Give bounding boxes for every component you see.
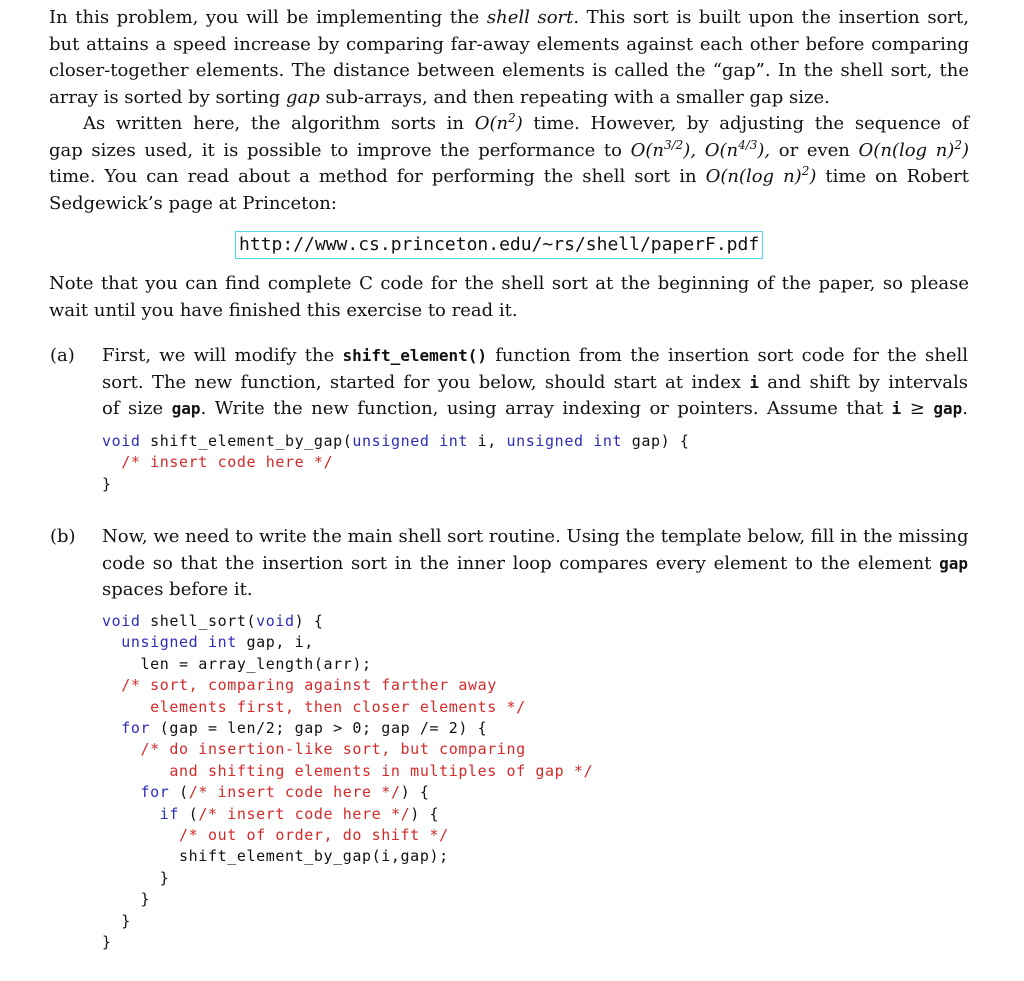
code-keyword: if <box>159 804 180 823</box>
text-run: time on Robert <box>816 166 969 187</box>
code-line-15: } <box>102 911 131 930</box>
part-b-line-1: Now, we need to write the main shell sort routine. Using the template below, fill in the missing <box>102 526 969 547</box>
code-comment: /* out of order, do shift */ <box>102 826 449 845</box>
text-run: and shift by intervals <box>758 371 968 393</box>
part-b-line-2 <box>102 551 968 578</box>
part-b-code-block <box>102 611 593 954</box>
code-keyword: void <box>102 432 141 450</box>
intro-line-7 <box>49 164 969 191</box>
math-part: O(n <box>704 139 739 161</box>
part-a-label: (a) <box>50 345 75 366</box>
code-line-1 <box>102 612 324 630</box>
code-text: shell_sort( <box>140 612 257 630</box>
code-line-2 <box>102 633 314 651</box>
code-keyword: unsigned int <box>121 633 237 652</box>
code-keyword: void <box>256 612 295 630</box>
math-exponent: 2 <box>508 111 516 125</box>
text-run: time. However, by adjusting the sequence of <box>522 113 970 134</box>
text-run: sub-arrays, and then repeating with a smaller gap size. <box>319 86 830 108</box>
code-text: ) { <box>400 783 430 802</box>
math-expr <box>630 137 771 161</box>
intro-line-3: closer-together elements. The distance between elements is called the “gap”. In the shell sort, the <box>49 60 969 81</box>
code-text: ( <box>169 783 189 802</box>
code-line-1 <box>102 432 690 450</box>
text-run: array is sorted by sorting <box>49 86 287 108</box>
code-keyword: unsigned int <box>506 432 623 450</box>
text-run: gap sizes used, it is possible to improve the performance to <box>49 139 631 161</box>
code-inline: gap <box>939 553 968 573</box>
code-indent <box>102 719 121 737</box>
code-text: (gap = len/2; gap > 0; gap /= 2) { <box>150 719 488 738</box>
code-keyword: for <box>121 719 151 738</box>
code-text: gap, i, <box>236 633 314 652</box>
code-indent <box>102 633 121 651</box>
intro-line-2: but attains a speed increase by comparing far-away elements against each other before comparing <box>49 33 969 55</box>
term-shell-sort: shell sort <box>486 7 574 28</box>
intro-line-4 <box>49 85 969 112</box>
math-part: ) <box>515 113 523 134</box>
code-text: shift_element_by_gap( <box>140 432 353 450</box>
code-inline: gap <box>933 399 963 418</box>
part-a-line-3 <box>102 396 968 423</box>
text-run: First, we will modify the <box>102 345 343 366</box>
text-run: or even <box>770 139 859 161</box>
math-part: O(n(log n) <box>705 166 802 187</box>
text-run: code so that the insertion sort in the inner loop compares every element to the element <box>102 552 940 574</box>
code-inline: i <box>749 372 759 392</box>
intro-line-1 <box>49 5 969 32</box>
code-indent <box>102 783 141 801</box>
math-part: O(n(log n) <box>858 139 955 161</box>
math-part: ), <box>683 139 705 161</box>
code-inline: gap <box>171 399 201 418</box>
part-b-line-3: spaces before it. <box>102 579 253 600</box>
text-run: ≥ <box>901 398 934 419</box>
text-run: of size <box>102 398 172 419</box>
intro-line-5 <box>49 111 969 138</box>
code-line-9 <box>102 783 430 801</box>
text-run: . This sort is built upon the insertion sort, <box>573 7 969 28</box>
code-comment: elements first, then closer elements */ <box>102 697 526 716</box>
note-line-2: wait until you have finished this exercise to read it. <box>49 299 518 321</box>
code-line-12: shift_element_by_gap(i,gap); <box>102 847 449 866</box>
code-inline: shift_element() <box>342 346 487 365</box>
part-a-line-2 <box>102 370 968 397</box>
code-keyword: for <box>140 783 170 802</box>
code-text: ) { <box>410 804 440 823</box>
code-line-16: } <box>102 933 112 952</box>
part-b-label: (b) <box>50 526 76 547</box>
text-run: In this problem, you will be implementing the <box>49 7 487 28</box>
text-run: sort. The new function, started for you below, should start at index <box>102 371 750 393</box>
text-run: . <box>962 398 968 419</box>
code-line-3: len = array_length(arr); <box>102 654 372 673</box>
text-run: As written here, the algorithm sorts in <box>83 113 475 134</box>
code-comment: /* insert code here */ <box>102 453 334 472</box>
part-a-text <box>102 343 968 423</box>
math-part: ) <box>809 166 817 187</box>
math-expr <box>475 113 523 134</box>
code-comment: /* insert code here */ <box>188 783 401 802</box>
code-comment: /* insert code here */ <box>198 804 411 823</box>
note-paragraph <box>49 271 969 324</box>
code-line-14: } <box>102 890 151 909</box>
paper-url-link[interactable]: http://www.cs.princeton.edu/~rs/shell/paperF.pdf <box>235 231 763 259</box>
math-part: ) <box>961 139 969 161</box>
code-comment: and shifting elements in multiples of gap */ <box>102 761 594 780</box>
code-comment: /* sort, comparing against farther away <box>102 676 497 695</box>
code-line-13: } <box>102 868 170 887</box>
math-part: ), <box>757 139 771 161</box>
math-exponent: 2 <box>801 164 810 178</box>
part-a-line-1 <box>102 343 968 370</box>
math-exponent: 3/2 <box>663 137 684 152</box>
text-run: . Write the new function, using array indexing or pointers. Assume that <box>200 398 892 419</box>
text-run: function from the insertion sort code for the shell <box>486 345 968 366</box>
intro-line-8: Sedgewick’s page at Princeton: <box>49 192 337 214</box>
code-keyword: void <box>102 612 141 630</box>
math-expr <box>858 137 969 161</box>
math-exponent: 2 <box>954 137 962 152</box>
intro-line-6 <box>49 138 969 165</box>
code-keyword: unsigned int <box>352 432 468 450</box>
code-line-3: } <box>102 474 112 493</box>
code-comment: /* do insertion-like sort, but comparing <box>102 740 526 759</box>
code-text: ) { <box>294 612 324 630</box>
code-text: gap) { <box>622 432 690 450</box>
code-text: i, <box>468 432 507 450</box>
text-run: time. You can read about a method for performing the shell sort in <box>49 166 706 187</box>
intro-paragraph <box>49 5 969 217</box>
part-b-text <box>102 524 968 604</box>
code-line-6 <box>102 719 487 737</box>
code-line-10 <box>102 805 439 823</box>
code-indent <box>102 805 160 823</box>
math-part: O(n <box>474 113 509 134</box>
math-exponent: 4/3 <box>738 137 758 152</box>
part-a-code-block <box>102 431 690 495</box>
code-text: ( <box>179 804 199 823</box>
term-gap: gap <box>286 86 320 108</box>
note-line-1: Note that you can find complete C code for the shell sort at the beginning of the paper, so please <box>49 273 969 294</box>
math-part: O(n <box>630 139 664 161</box>
math-expr <box>706 166 817 187</box>
code-inline: i <box>891 399 902 418</box>
